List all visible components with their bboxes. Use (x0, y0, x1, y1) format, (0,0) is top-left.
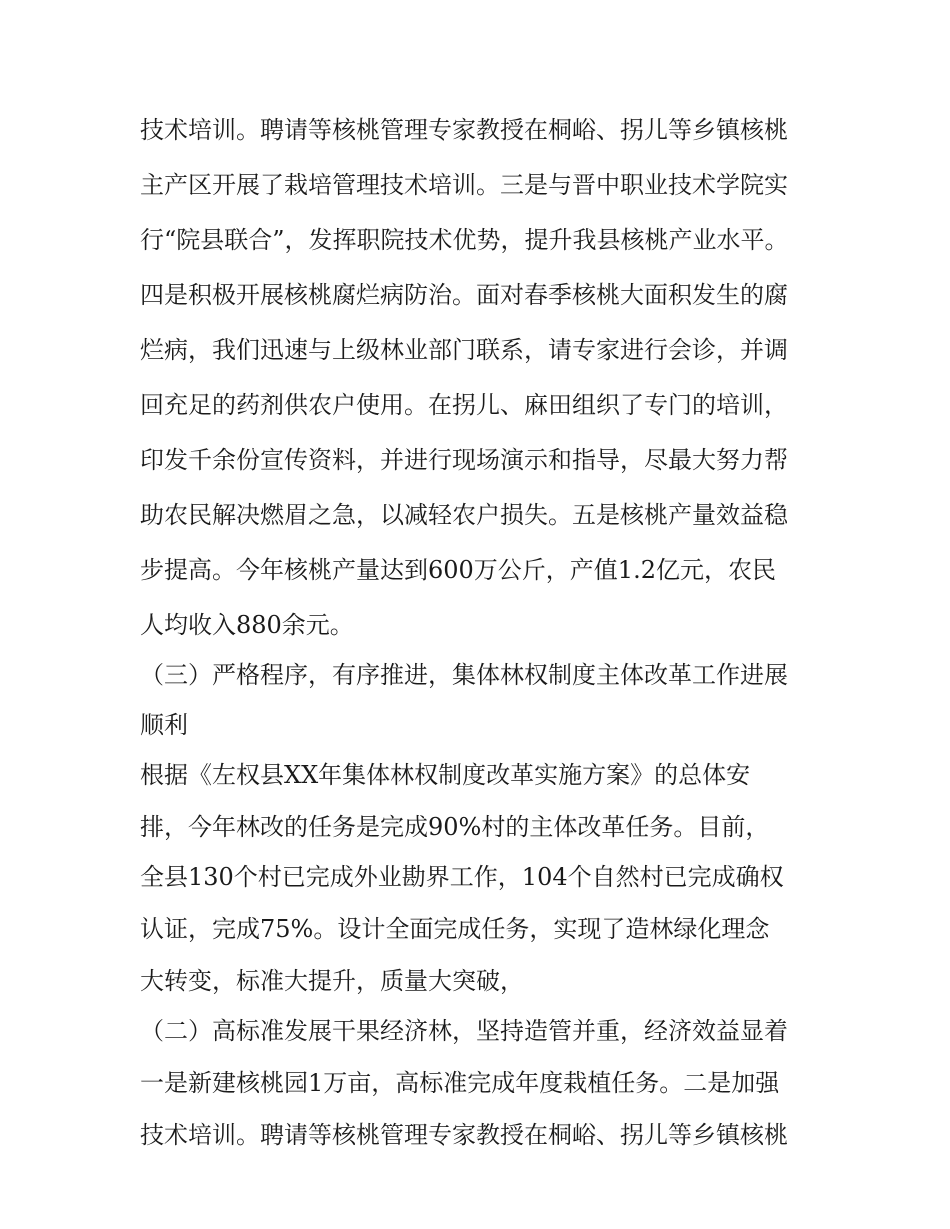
text-line: 认证，完成75%。设计全面完成任务，实现了造林绿化理念 (140, 915, 770, 943)
text-line: 印发千余份宣传资料，并进行现场演示和指导，尽最大努力帮 (140, 446, 788, 474)
section-heading: （三）严格程序，有序推进，集体林权制度主体改革工作进展 (140, 661, 788, 689)
text-line: 全县130个村已完成外业勘界工作，104个自然村已完成确权 (140, 863, 784, 891)
text-line: 技术培训。聘请等核桃管理专家教授在桐峪、拐儿等乡镇核桃 (140, 1121, 788, 1149)
section-heading: （二）高标准发展干果经济林，坚持造管并重，经济效益显着 (140, 1017, 788, 1045)
text-line: 回充足的药剂供农户使用。在拐儿、麻田组织了专门的培训， (140, 391, 788, 419)
text-line: 大转变，标准大提升，质量大突破， (140, 967, 524, 995)
text-line: 主产区开展了栽培管理技术培训。三是与晋中职业技术学院实 (140, 171, 788, 199)
text-line: 根据《左权县XX年集体林权制度改革实施方案》的总体安 (140, 761, 751, 789)
text-line: 一是新建核桃园1万亩，高标准完成年度栽植任务。二是加强 (140, 1069, 780, 1097)
text-line: 步提高。今年核桃产量达到600万公斤，产值1.2亿元，农民 (140, 556, 776, 584)
text-line: 人均收入880余元。 (140, 611, 354, 639)
text-line: 四是积极开展核桃腐烂病防治。面对春季核桃大面积发生的腐 (140, 281, 788, 309)
text-line: 助农民解决燃眉之急，以减轻农户损失。五是核桃产量效益稳 (140, 501, 788, 529)
text-line: 行“院县联合”，发挥职院技术优势，提升我县核桃产业水平。 (140, 226, 789, 254)
text-line: 排，今年林改的任务是完成90%村的主体改革任务。目前， (140, 813, 770, 841)
text-line: 技术培训。聘请等核桃管理专家教授在桐峪、拐儿等乡镇核桃 (140, 116, 788, 144)
text-line: 烂病，我们迅速与上级林业部门联系，请专家进行会诊，并调 (140, 336, 788, 364)
section-heading: 顺利 (140, 711, 188, 739)
